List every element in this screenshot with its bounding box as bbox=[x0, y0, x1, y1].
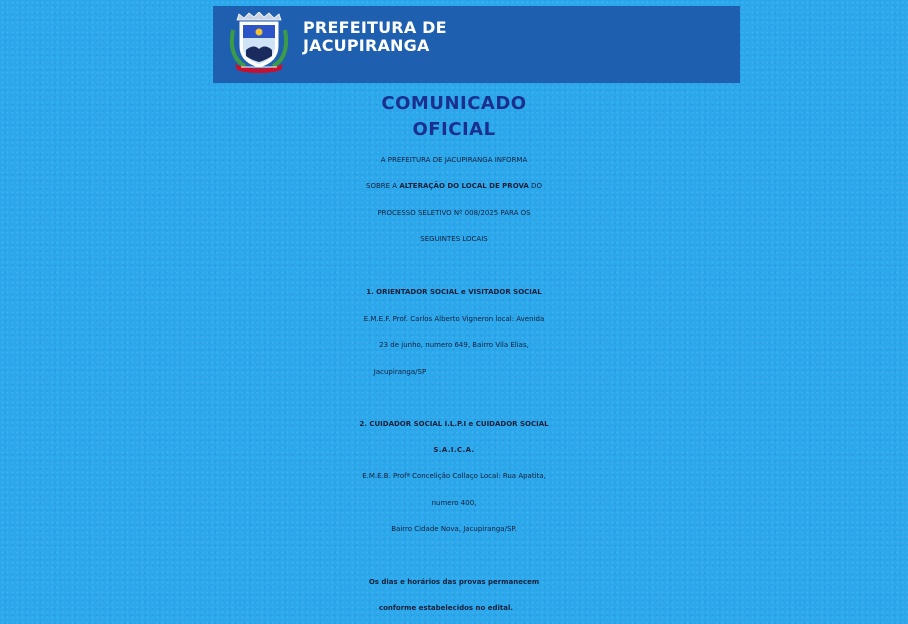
intro-line2 bbox=[0, 173, 908, 199]
location-2-heading-line1: 2. CUIDADOR SOCIAL I.L.P.I e CUIDADOR SOCIAL bbox=[359, 420, 549, 428]
intro-line2-post: DO bbox=[528, 182, 542, 190]
location-1-address-line1: E.M.E.F. Prof. Carlos Alberto Vigneron local: Avenida bbox=[363, 315, 545, 323]
location-2-address-line2: numero 400, bbox=[431, 499, 477, 507]
intro-line2-pre: SOBRE A bbox=[366, 182, 400, 190]
location-1-address-line2: 23 de junho, numero 649, Bairro Vila Elias, bbox=[379, 341, 529, 349]
municipality-name-line2: JACUPIRANGA bbox=[303, 36, 430, 55]
municipality-name-line1: PREFEITURA DE bbox=[303, 18, 447, 37]
title-line1: COMUNICADO bbox=[381, 93, 527, 114]
intro-line3: PROCESSO SELETIVO Nº 008/2025 PARA OS bbox=[377, 209, 531, 217]
intro-line1: A PREFEITURA DE JACUPIRANGA INFORMA bbox=[380, 156, 528, 164]
intro-line2-bold: ALTERAÇÃO DO LOCAL DE PROVA bbox=[399, 182, 529, 190]
title-line2: OFICIAL bbox=[412, 119, 496, 140]
header-banner bbox=[213, 6, 740, 83]
location-1-address-line3: Jacupiranga/SP bbox=[373, 368, 427, 376]
location-1-heading: 1. ORIENTADOR SOCIAL e VISITADOR SOCIAL bbox=[366, 288, 542, 296]
municipal-coat-of-arms-icon bbox=[229, 12, 289, 74]
closing-line2: conforme estabelecidos no edital. bbox=[378, 604, 514, 612]
location-2-heading-line2: S.A.I.C.A. bbox=[433, 446, 475, 454]
municipality-name bbox=[303, 19, 447, 55]
location-2-address-line3: Bairro Cidade Nova, Jacupiranga/SP. bbox=[391, 525, 517, 533]
location-2-address-line1: E.M.E.B. Profª Concelição Collaço Local: Rua Apatita, bbox=[362, 472, 546, 480]
intro-line4: SEGUINTES LOCAIS bbox=[420, 235, 488, 243]
closing-line1: Os dias e horários das provas permanecem bbox=[368, 578, 540, 586]
